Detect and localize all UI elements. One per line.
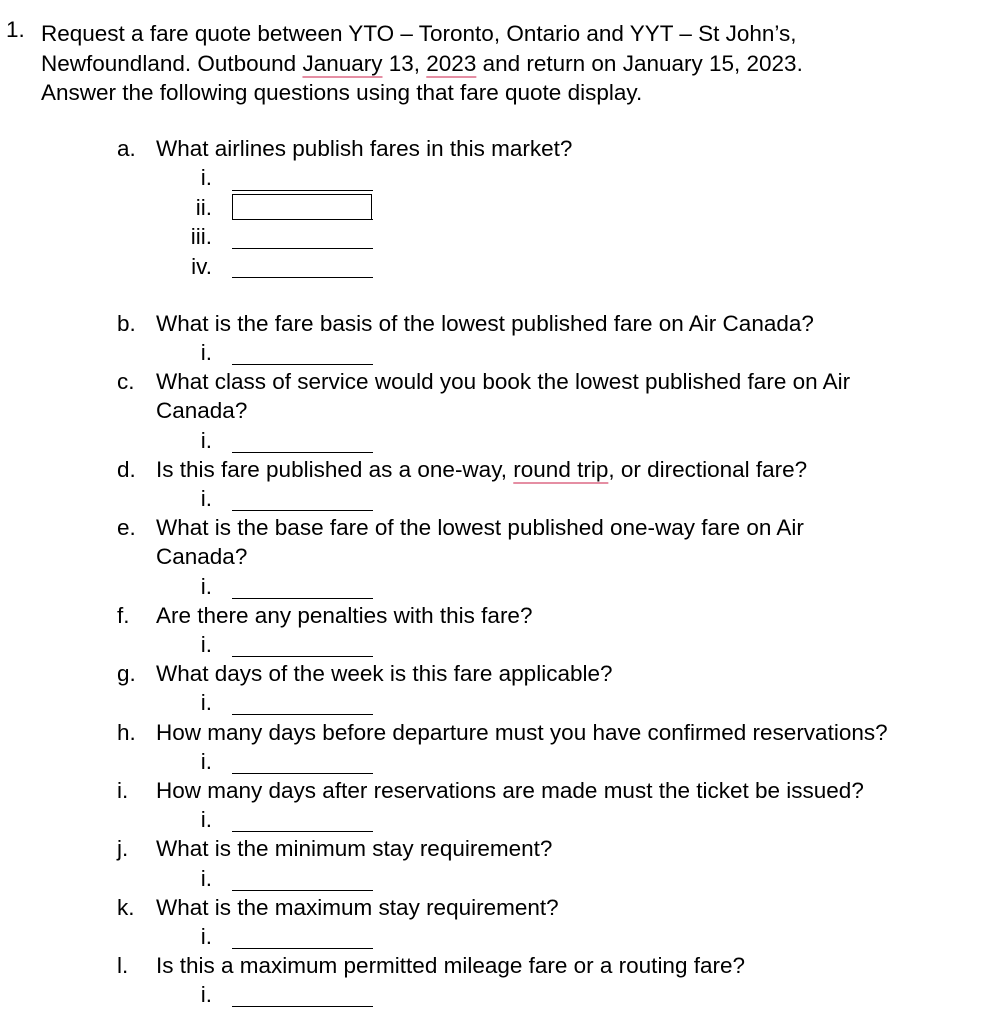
roman-numeral: i. [200, 749, 212, 774]
answer-blank[interactable] [232, 510, 373, 511]
answer-blank[interactable] [232, 714, 373, 715]
answer-blank[interactable] [232, 190, 373, 191]
subquestion-letter: g. [117, 661, 136, 686]
answer-blank[interactable] [232, 773, 373, 774]
question-line-2-part: 13, [382, 50, 427, 76]
roman-numeral: i. [200, 866, 212, 891]
spellcheck-word: 2023 [426, 50, 477, 76]
roman-numeral: i. [200, 982, 212, 1007]
subquestion-letter: e. [117, 515, 136, 540]
subquestion-text: Are there any penalties with this fare? [156, 603, 533, 628]
subquestion-letter: j. [117, 836, 129, 861]
spellcheck-word: January [302, 50, 383, 76]
subquestion-text: What airlines publish fares in this market? [156, 136, 573, 161]
subquestion-text-continued: Canada? [156, 544, 248, 569]
subquestion-text: What is the maximum stay requirement? [156, 895, 559, 920]
roman-numeral: i. [200, 428, 212, 453]
answer-blank[interactable] [232, 452, 373, 453]
question-number: 1. [6, 17, 25, 42]
subquestion-text [156, 459, 807, 482]
subquestion-text-continued: Canada? [156, 398, 248, 423]
answer-blank-selected[interactable] [232, 194, 372, 219]
roman-numeral: i. [200, 574, 212, 599]
question-line-3: Answer the following questions using that fare quote display. [41, 80, 643, 105]
answer-blank[interactable] [232, 890, 373, 891]
subquestion-letter: d. [117, 457, 136, 482]
roman-numeral: i. [200, 690, 212, 715]
subquestion-text: What is the base fare of the lowest published one-way fare on Air [156, 515, 804, 540]
subquestion-letter: h. [117, 720, 136, 745]
answer-blank[interactable] [232, 248, 373, 249]
answer-blank[interactable] [232, 1006, 373, 1007]
roman-numeral: iv. [191, 254, 212, 279]
roman-numeral: i. [200, 924, 212, 949]
subquestion-text: What class of service would you book the lowest published fare on Air [156, 369, 851, 394]
question-line-1: Request a fare quote between YTO – Toronto, Ontario and YYT – St John’s, [41, 21, 797, 46]
question-line-2-part: and return on January 15, 2023. [476, 50, 803, 76]
answer-blank[interactable] [232, 831, 373, 832]
subquestion-text-part: Is this fare published as a one-way, [156, 457, 514, 482]
spellcheck-word: round trip [513, 457, 609, 482]
roman-numeral: i. [200, 486, 212, 511]
question-line-2 [41, 49, 991, 79]
subquestion-letter: f. [117, 603, 130, 628]
roman-numeral: i. [200, 807, 212, 832]
subquestion-text-part: , or directional fare? [608, 457, 808, 482]
roman-numeral: iii. [190, 224, 212, 249]
subquestion-letter: a. [117, 136, 136, 161]
answer-blank[interactable] [232, 948, 373, 949]
roman-numeral: ii. [195, 195, 212, 220]
subquestion-letter: k. [117, 895, 135, 920]
subquestion-letter: b. [117, 311, 136, 336]
subquestion-letter: l. [117, 953, 129, 978]
question-text [41, 19, 991, 108]
subquestion-text: How many days before departure must you have confirmed reservations? [156, 720, 888, 745]
roman-numeral: i. [200, 165, 212, 190]
subquestion-text: How many days after reservations are made must the ticket be issued? [156, 778, 864, 803]
answer-blank[interactable] [232, 656, 373, 657]
subquestion-letter: i. [117, 778, 129, 803]
answer-blank[interactable] [232, 219, 373, 220]
subquestion-text: What days of the week is this fare applicable? [156, 661, 613, 686]
subquestion-text: What is the minimum stay requirement? [156, 836, 553, 861]
subquestion-text: What is the fare basis of the lowest published fare on Air Canada? [156, 311, 814, 336]
roman-numeral: i. [200, 632, 212, 657]
answer-blank[interactable] [232, 598, 373, 599]
subquestion-text: Is this a maximum permitted mileage fare or a routing fare? [156, 953, 745, 978]
answer-blank[interactable] [232, 364, 373, 365]
subquestion-letter: c. [117, 369, 135, 394]
roman-numeral: i. [200, 340, 212, 365]
question-line-2-part: Newfoundland. Outbound [41, 50, 303, 76]
answer-blank[interactable] [232, 277, 373, 278]
